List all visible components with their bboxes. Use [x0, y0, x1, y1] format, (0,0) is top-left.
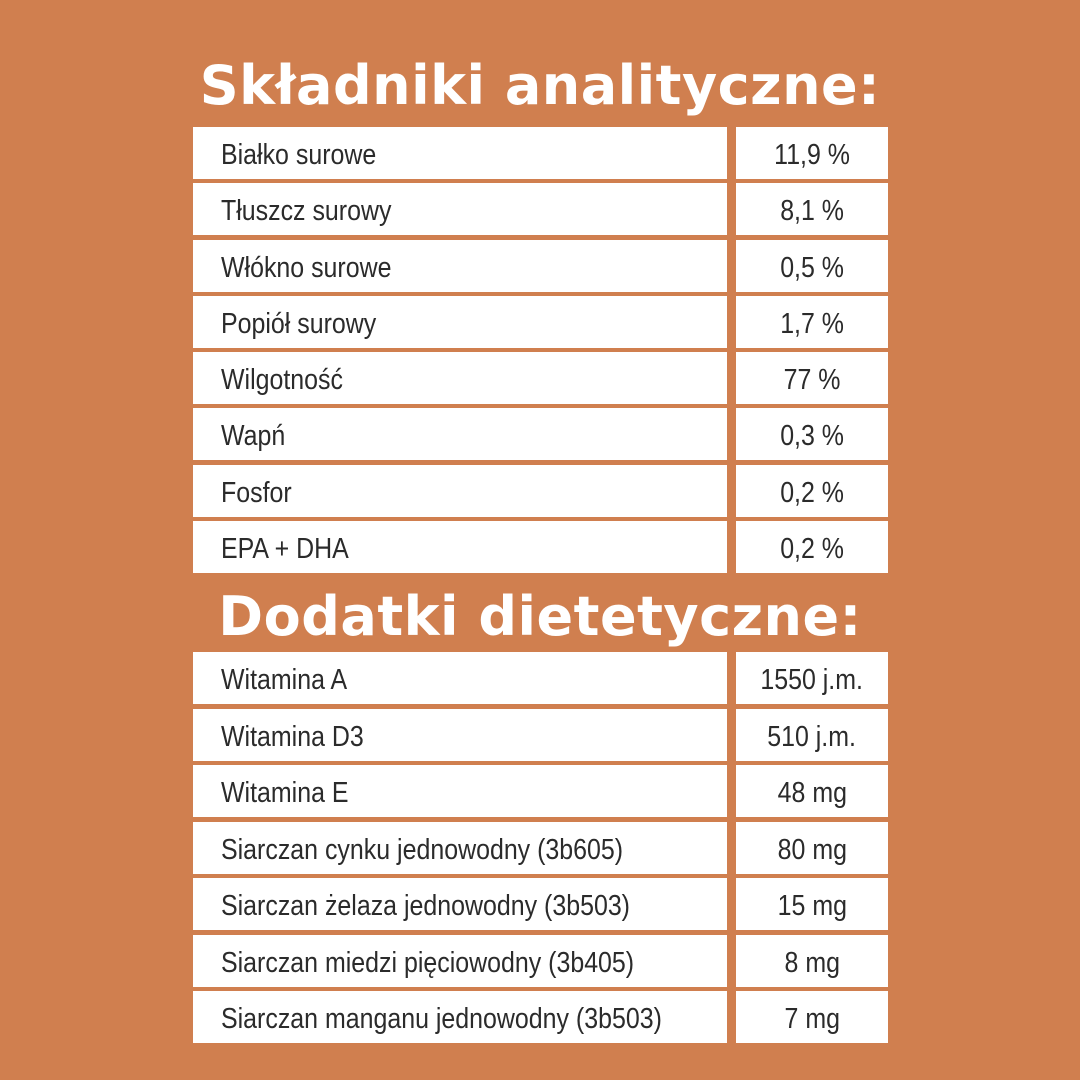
- additive-name: Siarczan miedzi pięciowodny (3b405): [221, 946, 635, 979]
- additive-value-cell: [736, 822, 888, 874]
- nutrient-value: 0,5 %: [780, 251, 844, 284]
- additive-value: 8 mg: [784, 946, 840, 979]
- nutrient-value: 11,9 %: [774, 139, 850, 171]
- additive-value: 80 mg: [777, 833, 847, 866]
- nutrient-name: Włókno surowe: [221, 251, 392, 284]
- nutrient-name-cell: [193, 408, 727, 460]
- additive-value: 1550 j.m.: [760, 664, 864, 696]
- table-row: [193, 127, 888, 179]
- additive-value-cell: [736, 935, 888, 987]
- nutrient-value: 1,7 %: [780, 307, 844, 340]
- nutrient-name-cell: [193, 521, 727, 573]
- additive-name: Witamina A: [221, 664, 348, 696]
- nutrient-value: 8,1 %: [780, 195, 844, 228]
- additives-heading: Dodatki dietetyczne:: [218, 585, 862, 648]
- nutrient-value-cell: [736, 127, 888, 179]
- table-row: [193, 352, 888, 404]
- table-row: [193, 709, 888, 761]
- additive-name-cell: [193, 709, 727, 761]
- table-row: [193, 521, 888, 573]
- additive-name-cell: [193, 878, 727, 930]
- table-row: [193, 296, 888, 348]
- nutrient-name-cell: [193, 240, 727, 292]
- nutrient-value: 0,2 %: [780, 533, 844, 566]
- table-row: [193, 465, 888, 517]
- nutrient-name: Fosfor: [221, 476, 292, 509]
- additive-name: Witamina D3: [221, 720, 364, 753]
- nutrient-name: Popiół surowy: [221, 307, 377, 340]
- additive-name: Siarczan cynku jednowodny (3b605): [221, 833, 624, 866]
- nutrient-value: 0,3 %: [780, 420, 844, 453]
- additive-name: Siarczan żelaza jednowodny (3b503): [221, 890, 630, 922]
- nutrient-name-cell: [193, 352, 727, 404]
- nutrient-value: 77 %: [783, 364, 841, 397]
- nutrient-name-cell: [193, 183, 727, 235]
- nutrient-value-cell: [736, 408, 888, 460]
- table-row: [193, 878, 888, 930]
- additive-value: 15 mg: [777, 890, 847, 922]
- table-row: [193, 765, 888, 817]
- nutrient-name-cell: [193, 465, 727, 517]
- table-row: [193, 240, 888, 292]
- nutrient-value-cell: [736, 352, 888, 404]
- additive-name-cell: [193, 765, 727, 817]
- nutrient-value-cell: [736, 240, 888, 292]
- nutrient-value: 0,2 %: [780, 476, 844, 509]
- table-row: [193, 935, 888, 987]
- table-row: [193, 991, 888, 1043]
- additive-value-cell: [736, 878, 888, 930]
- nutrient-name: Wapń: [221, 420, 286, 453]
- nutrient-value-cell: [736, 296, 888, 348]
- nutrient-name-cell: [193, 127, 727, 179]
- table-row: [193, 652, 888, 704]
- additive-value: 48 mg: [777, 777, 847, 809]
- table-row: [193, 183, 888, 235]
- nutrient-value-cell: [736, 521, 888, 573]
- additive-name-cell: [193, 935, 727, 987]
- additive-value: 7 mg: [784, 1003, 840, 1035]
- analytical-heading: Składniki analityczne:: [199, 54, 881, 117]
- additive-name: Witamina E: [221, 777, 349, 809]
- additives-table: [193, 652, 888, 1048]
- nutrient-name: Białko surowe: [221, 139, 377, 171]
- nutrient-name-cell: [193, 296, 727, 348]
- nutrient-name: Wilgotność: [221, 364, 343, 397]
- table-row: [193, 408, 888, 460]
- nutrient-name: EPA + DHA: [221, 533, 349, 566]
- nutrient-value-cell: [736, 183, 888, 235]
- analytical-table: [193, 127, 888, 577]
- table-row: [193, 822, 888, 874]
- additive-value-cell: [736, 709, 888, 761]
- nutrient-value-cell: [736, 465, 888, 517]
- additive-name-cell: [193, 652, 727, 704]
- additive-name-cell: [193, 822, 727, 874]
- additive-value-cell: [736, 991, 888, 1043]
- additive-value-cell: [736, 652, 888, 704]
- additive-name: Siarczan manganu jednowodny (3b503): [221, 1003, 662, 1035]
- additive-value: 510 j.m.: [767, 720, 857, 753]
- additive-value-cell: [736, 765, 888, 817]
- nutrient-name: Tłuszcz surowy: [221, 195, 392, 228]
- additive-name-cell: [193, 991, 727, 1043]
